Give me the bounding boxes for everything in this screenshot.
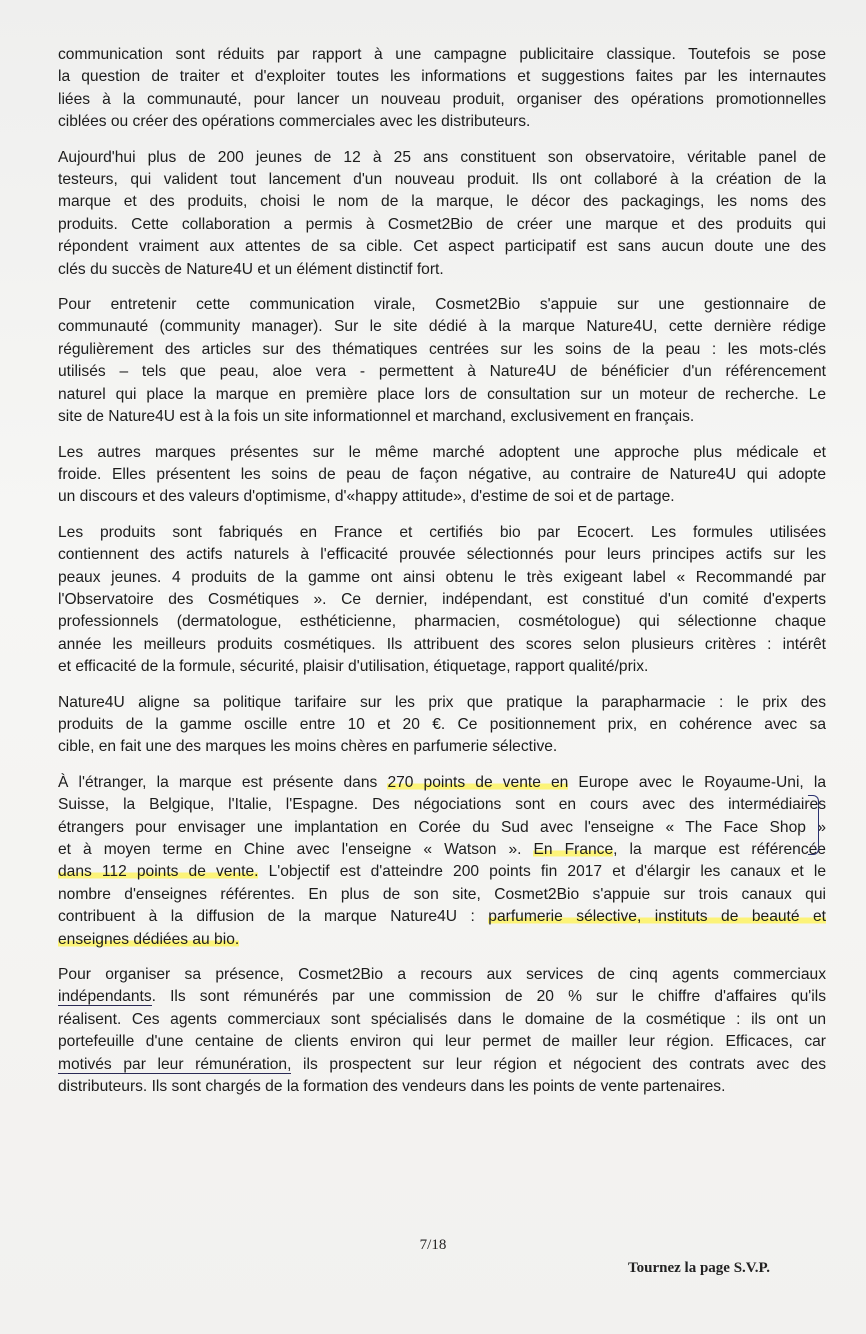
paragraph [58, 772, 826, 951]
text-line: Pour organiser sa présence, Cosmet2Bio a recours aux services de cinq agents commerciaux [58, 966, 826, 984]
paragraph [58, 294, 826, 428]
text-line: Suisse, la Belgique, l'Italie, l'Espagne. Des négociations sont en cours avec des intermédiaires [58, 796, 826, 814]
text-line: nombre d'enseignes référentes. En plus de son site, Cosmet2Bio s'appuie sur trois canaux qui [58, 885, 826, 903]
text-line: produits. Cette collaboration a permis à Cosmet2Bio de créer une marque et des produits qui [58, 215, 826, 233]
underlined-text: indépendants [58, 988, 152, 1006]
text-line: portefeuille d'une centaine de clients environ qui leur permet de mailler leur région. Efficaces, car [58, 1033, 826, 1051]
page-number: 7/18 [419, 1237, 447, 1253]
text-line: clés du succès de Nature4U et un élément distinctif fort. [58, 260, 444, 278]
highlighted-text: En France [533, 841, 614, 858]
text-line: réalisent. Ces agents commerciaux sont spécialisés dans le domaine de la cosmétique : ils ont un [58, 1010, 826, 1028]
text-line [58, 929, 826, 951]
text-line: À l'étranger, la marque est présente dans 270 points de vente en Europe avec le Royaume-Uni, la [58, 773, 826, 791]
text-line: naturel qui place la marque en première place lors de consultation sur un moteur de recherche. Le [58, 385, 826, 403]
text-line: contiennent des actifs naturels à l'efficacité prouvée sélectionnés pour leurs principes actifs sur les [58, 546, 826, 564]
text-line: peaux jeunes. 4 produits de la gamme ont ainsi obtenu le très exigeant label « Recommandé par [58, 568, 826, 586]
highlighted-text: enseignes dédiées au bio. [58, 930, 240, 948]
text-line: Les autres marques présentes sur le même marché adoptent une approche plus médicale et [58, 443, 826, 461]
paragraph [58, 442, 826, 509]
text-line: produits de la gamme oscille entre 10 et 20 €. Ce positionnement prix, en cohérence avec sa [58, 715, 826, 733]
handwritten-bracket [808, 795, 819, 855]
text-line: cible, en fait une des marques les moins chères en parfumerie sélective. [58, 738, 558, 756]
text-line: communication sont réduits par rapport à une campagne publicitaire classique. Toutefois se pose [58, 46, 826, 63]
paragraph [58, 964, 826, 1098]
text-line: froide. Elles présentent les soins de peau de façon négative, au contraire de Nature4U qui adopte [58, 465, 826, 483]
text-line: professionnels (dermatologue, esthéticienne, pharmacien, cosmétologue) qui sélectionne chaque [58, 613, 826, 631]
text-line: utilisés – tels que peau, aloe vera - permettent à Nature4U de bénéficier d'un référencement [58, 363, 826, 381]
text-line: et efficacité de la formule, sécurité, plaisir d'utilisation, étiquetage, rapport qualité/prix. [58, 658, 649, 676]
text-line: répondent vraiment aux attentes de sa cible. Cet aspect participatif est sans aucun doute une des [58, 238, 826, 256]
text-line: l'Observatoire des Cosmétiques ». Ce dernier, indépendant, est constitué d'un comité d'experts [58, 590, 826, 608]
paragraph [58, 522, 826, 679]
text-line: et à moyen terme en Chine avec l'enseigne « Watson ». En France, la marque est référencée [58, 841, 826, 858]
text-line: indépendants. Ils sont rémunérés par une commission de 20 % sur le chiffre d'affaires qu'ils [58, 988, 826, 1006]
text-line: étrangers pour envisager une implantation en Corée du Sud avec l'enseigne « The Face Shop » [58, 818, 826, 836]
text-line: année les meilleurs produits cosmétiques. Ils attribuent des scores selon plusieurs critères : intérêt [58, 635, 826, 653]
text-line: communauté (community manager). Sur le site dédié à la marque Nature4U, cette dernière rédige [58, 318, 826, 336]
paragraph [58, 147, 826, 281]
text-line: Les produits sont fabriqués en France et certifiés bio par Ecocert. Les formules utilisées [58, 523, 826, 541]
text-line: motivés par leur rémunération, ils prospectent sur leur région et négocient des contrats avec des [58, 1055, 826, 1073]
paragraph [58, 692, 826, 759]
highlighted-text: dans 112 points de vente. [58, 863, 259, 881]
text-line: Pour entretenir cette communication virale, Cosmet2Bio s'appuie sur une gestionnaire de [58, 296, 826, 314]
text-line: liées à la communauté, pour lancer un nouveau produit, organiser des opérations promotionnelles [58, 90, 826, 108]
text-line: un discours et des valeurs d'optimisme, d'«happy attitude», d'estime de soi et de partage. [58, 488, 675, 506]
highlighted-text: parfumerie sélective, instituts de beauté et [488, 908, 826, 926]
underlined-text: motivés par leur rémunération, [58, 1055, 292, 1073]
text-line: testeurs, qui valident tout lancement d'un nouveau produit. Ils ont collaboré à la création de la [58, 171, 826, 189]
turn-page-note: Tournez la page S.V.P. [628, 1260, 770, 1276]
text-line: ciblées ou créer des opérations commerciales avec les distributeurs. [58, 113, 531, 131]
paragraph [58, 44, 826, 134]
text-line: Nature4U aligne sa politique tarifaire sur les prix que pratique la parapharmacie : le prix des [58, 693, 826, 711]
highlighted-text: 270 points de vente en [387, 773, 569, 791]
text-line: régulièrement des articles sur des thématiques centrées sur les soins de la peau : les mots-clés [58, 340, 826, 358]
text-line: dans 112 points de vente. L'objectif est d'atteindre 200 points fin 2017 et d'élargir les canaux et le [58, 863, 826, 881]
text-line: distributeurs. Ils sont chargés de la formation des vendeurs dans les points de vente partenaires. [58, 1078, 726, 1096]
body-text [58, 44, 826, 1111]
text-line: contribuent à la diffusion de la marque Nature4U : parfumerie sélective, instituts de beauté et [58, 908, 826, 926]
text-line: la question de traiter et d'exploiter toutes les informations et suggestions faites par les internautes [58, 68, 826, 86]
text-line: marque et des produits, choisi le nom de la marque, le décor des packagings, les noms des [58, 193, 826, 211]
text-line: Aujourd'hui plus de 200 jeunes de 12 à 25 ans constituent son observatoire, véritable panel de [58, 148, 826, 166]
text-line: site de Nature4U est à la fois un site informationnel et marchand, exclusivement en français. [58, 408, 695, 426]
